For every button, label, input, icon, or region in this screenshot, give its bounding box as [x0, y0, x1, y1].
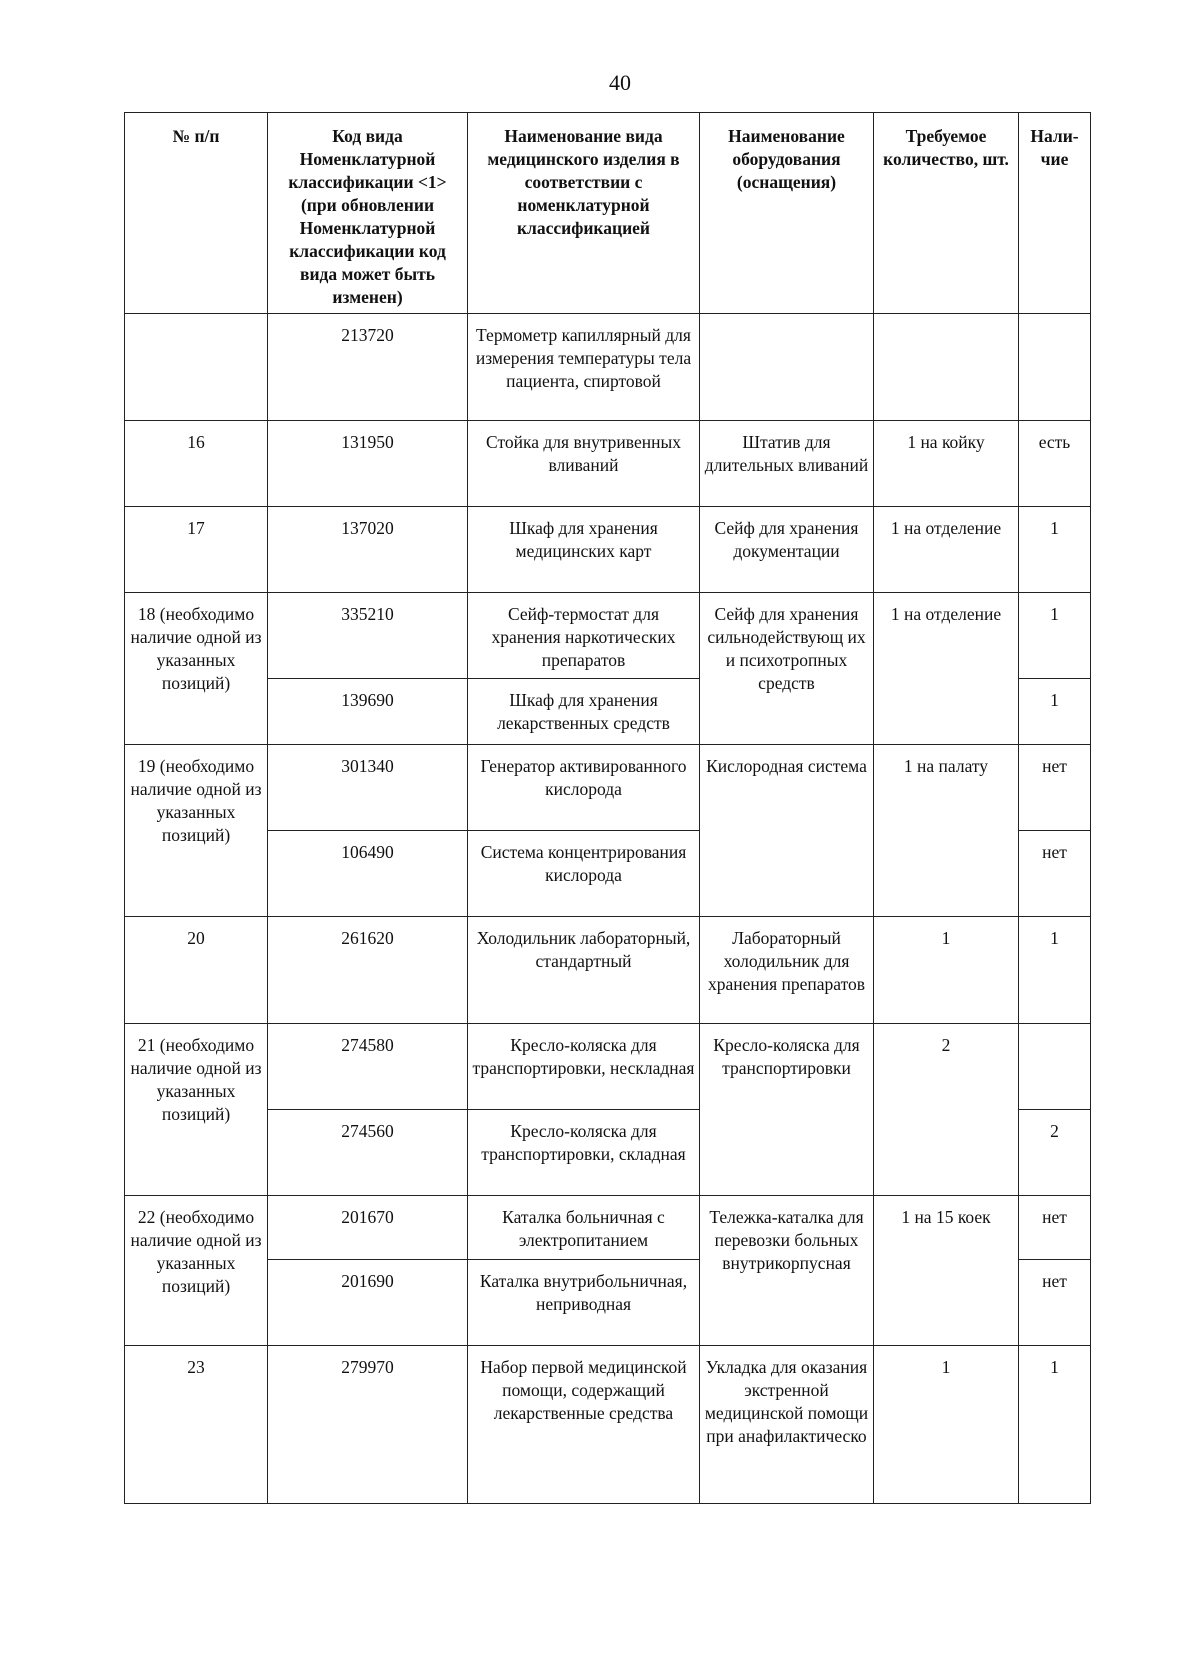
cell-code: 139690 [268, 679, 468, 745]
cell-number: 20 [125, 917, 268, 1024]
cell-kind: Термометр капиллярный для измерения температуры тела пациента, спиртовой [468, 314, 700, 421]
cell-equipment: Сейф для хранения сильнодействующ их и психотропных средств [700, 593, 874, 745]
cell-kind: Набор первой медицинской помощи, содержащий лекарственные средства [468, 1346, 700, 1504]
cell-number [125, 314, 268, 421]
cell-availability: нет [1019, 1260, 1091, 1346]
cell-quantity: 1 на 15 коек [874, 1196, 1019, 1346]
cell-availability: нет [1019, 1196, 1091, 1260]
cell-number: 16 [125, 421, 268, 507]
table-row [125, 421, 1091, 507]
cell-kind: Сейф-термостат для хранения наркотических препаратов [468, 593, 700, 679]
cell-availability: есть [1019, 421, 1091, 507]
cell-quantity: 1 [874, 917, 1019, 1024]
cell-code: 201670 [268, 1196, 468, 1260]
cell-code: 201690 [268, 1260, 468, 1346]
table-row [125, 314, 1091, 421]
cell-code: 213720 [268, 314, 468, 421]
header-row [125, 113, 1091, 314]
table-row [125, 745, 1091, 831]
cell-code: 274580 [268, 1024, 468, 1110]
cell-equipment: Штатив для длительных вливаний [700, 421, 874, 507]
cell-kind: Стойка для внутривенных вливаний [468, 421, 700, 507]
cell-kind: Каталка больничная с электропитанием [468, 1196, 700, 1260]
cell-code: 279970 [268, 1346, 468, 1504]
cell-number: 18 (необходимо наличие одной из указанных позиций) [125, 593, 268, 745]
table-row [125, 1196, 1091, 1260]
cell-code: 335210 [268, 593, 468, 679]
table-row [125, 917, 1091, 1024]
header-equipment: Наименование оборудования (оснащения) [700, 113, 874, 314]
cell-quantity: 2 [874, 1024, 1019, 1196]
table-row [125, 1024, 1091, 1110]
cell-kind: Шкаф для хранения лекарственных средств [468, 679, 700, 745]
cell-kind: Система концентрирования кислорода [468, 831, 700, 917]
cell-kind: Генератор активированного кислорода [468, 745, 700, 831]
cell-equipment: Сейф для хранения документации [700, 507, 874, 593]
cell-code: 261620 [268, 917, 468, 1024]
cell-availability: 2 [1019, 1110, 1091, 1196]
cell-code: 301340 [268, 745, 468, 831]
page-number: 40 [609, 70, 631, 95]
cell-availability: 1 [1019, 679, 1091, 745]
cell-code: 137020 [268, 507, 468, 593]
cell-kind: Холодильник лабораторный, стандартный [468, 917, 700, 1024]
cell-quantity [874, 314, 1019, 421]
cell-availability: 1 [1019, 593, 1091, 679]
cell-quantity: 1 на отделение [874, 593, 1019, 745]
header-quantity: Требуемое количество, шт. [874, 113, 1019, 314]
cell-code: 131950 [268, 421, 468, 507]
cell-code: 274560 [268, 1110, 468, 1196]
cell-number: 17 [125, 507, 268, 593]
cell-quantity: 1 на отделение [874, 507, 1019, 593]
cell-quantity: 1 на койку [874, 421, 1019, 507]
equipment-table [124, 112, 1091, 1504]
cell-quantity: 1 на палату [874, 745, 1019, 917]
header-number: № п/п [125, 113, 268, 314]
cell-availability: 1 [1019, 507, 1091, 593]
cell-kind: Каталка внутрибольничная, неприводная [468, 1260, 700, 1346]
cell-kind: Кресло-коляска для транспортировки, нескладная [468, 1024, 700, 1110]
cell-quantity: 1 [874, 1346, 1019, 1504]
cell-equipment: Кислородная система [700, 745, 874, 917]
cell-equipment: Тележка-каталка для перевозки больных внутрикорпусная [700, 1196, 874, 1346]
table-row [125, 507, 1091, 593]
cell-availability [1019, 1024, 1091, 1110]
cell-availability: нет [1019, 831, 1091, 917]
cell-number: 22 (необходимо наличие одной из указанных позиций) [125, 1196, 268, 1346]
cell-number: 23 [125, 1346, 268, 1504]
header-availability: Нали-чие [1019, 113, 1091, 314]
cell-equipment [700, 314, 874, 421]
table-row [125, 1346, 1091, 1504]
cell-availability: нет [1019, 745, 1091, 831]
cell-availability: 1 [1019, 1346, 1091, 1504]
cell-equipment: Лабораторный холодильник для хранения препаратов [700, 917, 874, 1024]
cell-equipment: Кресло-коляска для транспортировки [700, 1024, 874, 1196]
cell-kind: Кресло-коляска для транспортировки, складная [468, 1110, 700, 1196]
cell-code: 106490 [268, 831, 468, 917]
cell-number: 19 (необходимо наличие одной из указанных позиций) [125, 745, 268, 917]
cell-kind: Шкаф для хранения медицинских карт [468, 507, 700, 593]
cell-availability [1019, 314, 1091, 421]
header-kind: Наименование вида медицинского изделия в соответствии с номенклатурной классификацией [468, 113, 700, 314]
cell-equipment: Укладка для оказания экстренной медицинской помощи при анафилактическо [700, 1346, 874, 1504]
table-row [125, 593, 1091, 679]
cell-number: 21 (необходимо наличие одной из указанных позиций) [125, 1024, 268, 1196]
header-code: Код вида Номенклатурной классификации <1> (при обновлении Номенклатурной классификации код вида может быть изменен) [268, 113, 468, 314]
cell-availability: 1 [1019, 917, 1091, 1024]
